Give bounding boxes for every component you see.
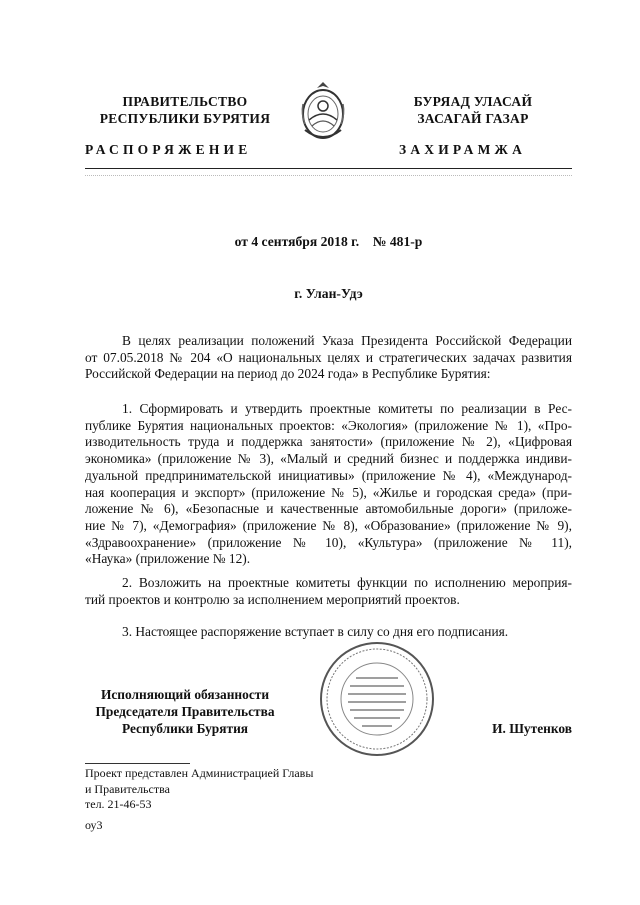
item-1-line: дуальной предпринимательской инициативы» (приложение № 4), «Международ- (85, 467, 572, 483)
item-3-paragraph (85, 624, 572, 641)
date-number: от 4 сентября 2018 г. № 481-р (234, 234, 423, 249)
item-1-line: «Наука» (приложение № 12). (85, 551, 251, 567)
item-1-line: экономика» (приложение № 3), «Малый и средний бизнес и поддержка индиви- (85, 451, 572, 467)
item-1-line: изводительность труда и поддержка занятости» (приложение № 2), «Цифровая (85, 434, 572, 450)
intro-line: от 07.05.2018 № 204 «О национальных целях и стратегических задачах развития (85, 349, 572, 365)
city: г. Улан-Удэ (294, 286, 363, 301)
item-1-line: ложение № 6), «Безопасные и качественные автомобильные дороги» (приложе- (85, 501, 572, 517)
intro-line: Российской Федерации на период до 2024 года» в Республике Бурятия: (85, 366, 491, 382)
item-1-paragraph (85, 401, 572, 568)
header-left-block (85, 93, 285, 127)
intro-paragraph (85, 333, 572, 383)
header-right-line-2: ЗАСАГАЙ ГАЗАР (417, 111, 529, 126)
item-3-line: 3. Настоящее распоряжение вступает в силу со дня его подписания. (122, 624, 509, 639)
item-2-paragraph (85, 575, 572, 608)
header-dotted-line (85, 175, 572, 182)
footer-note (85, 766, 313, 813)
doc-type-ru: РАСПОРЯЖЕНИЕ (85, 142, 252, 157)
item-1-line: ная кооперация и экспорт» (приложение № 5), «Жилье и городская среда» (при- (85, 484, 572, 500)
signatory-position-line: Республики Бурятия (121, 721, 249, 736)
coat-of-arms-emblem (295, 80, 351, 144)
header-divider (85, 168, 572, 169)
item-1-line: ние № 7), «Демография» (приложение № 8), «Образование» (приложение № 9), (85, 517, 572, 533)
official-stamp (318, 640, 436, 758)
header-right-line-1: БУРЯАД УЛАСАЙ (413, 94, 533, 109)
footer-line: и Правительства (85, 781, 170, 796)
header-right-block (374, 93, 572, 127)
item-1-line: 1. Сформировать и утвердить проектные комитеты по реализации в Рес- (122, 401, 572, 416)
footer-divider (85, 763, 190, 764)
footer-line: Проект представлен Администрацией Главы (85, 766, 314, 780)
item-2-line: тий проектов и контролю за исполнением мероприятий проектов. (85, 591, 460, 607)
header-left-line-1: ПРАВИТЕЛЬСТВО (122, 94, 248, 109)
header-left-line-2: РЕСПУБЛИКИ БУРЯТИЯ (99, 111, 271, 126)
footer-code: оу3 (85, 818, 103, 832)
item-1-line: «Здравоохранение» (приложение № 10), «Культура» (приложение № 11), (85, 534, 572, 550)
intro-line: В целях реализации положений Указа Президента Российской Федерации (122, 333, 572, 348)
signatory-name: И. Шутенков (492, 721, 572, 736)
signatory-position-line: Исполняющий обязанности (100, 687, 270, 702)
signatory-position (85, 686, 285, 737)
item-1-line: публике Бурятия национальных проектов: «Экология» (приложение № 1), «Про- (85, 417, 572, 433)
signatory-position-line: Председателя Правительства (95, 704, 275, 719)
item-2-line: 2. Возложить на проектные комитеты функции по исполнению мероприя- (122, 575, 572, 590)
doc-type-bua: ЗАХИРАМЖА (399, 142, 527, 157)
footer-line: тел. 21-46-53 (85, 797, 152, 811)
